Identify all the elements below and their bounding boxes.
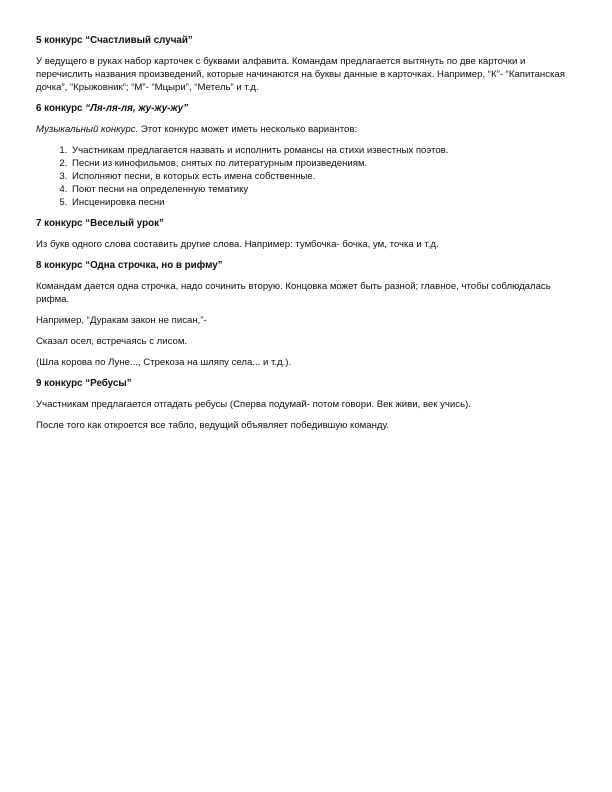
section-8-paragraph-2: Например, “Дуракам закон не писан,”-: [36, 315, 207, 326]
list-item: 4. Поют песни на определенную тематику: [70, 183, 576, 196]
section-8-number: 8 конкурс: [36, 260, 83, 271]
section-5-heading: [36, 34, 576, 47]
section-5-paragraph-1: У ведущего в руках набор карточек с буквами алфавита. Командам предлагается вытянуть по две карточки и перечислить названия произведений, которые начинаются на буквы данные в карточках. Например, “К”- “Капитанская дочка”, “Крыжовник”; “М”- “Мцыри”, “Метель” и т.д.: [36, 56, 565, 93]
section-6-title: “Ля-ля-ля, жу-жу-жу”: [85, 103, 189, 114]
section-8-paragraph-3: Сказал осел, встречаясь с лисом.: [36, 336, 188, 347]
section-5-number: 5 конкурс: [36, 35, 83, 46]
list-item: 5. Инсценировка песни: [70, 196, 576, 209]
section-8-heading: [36, 259, 576, 272]
list-item: 2. Песни из кинофильмов, снятых по литературным произведениям.: [70, 157, 576, 170]
section-7-title: “Веселый урок”: [85, 218, 164, 229]
section-9-heading: [36, 377, 576, 390]
section-8-paragraph-1: Командам дается одна строчка, надо сочинить вторую. Концовка может быть разной; главное, чтобы соблюдалась рифма.: [36, 281, 551, 305]
section-9-paragraph-1: Участникам предлагается отгадать ребусы (Сперва подумай- потом говори. Век живи, век учись).: [36, 399, 471, 410]
section-9-title: “Ребусы”: [85, 378, 132, 389]
section-6-heading: [36, 102, 576, 115]
list-item: 1. Участникам предлагается назвать и исполнить романсы на стихи известных поэтов.: [70, 144, 576, 157]
list-item: 3. Исполняют песни, в которых есть имена собственные.: [70, 170, 576, 183]
document-page: [36, 34, 576, 440]
section-7-paragraph-1: Из букв одного слова составить другие слова. Например: тумбочка- бочка, ум, точка и т.д.: [36, 239, 439, 250]
section-8-title: “Одна строчка, но в рифму”: [85, 260, 223, 271]
section-6-intro-rest: Этот конкурс может иметь несколько вариантов:: [138, 124, 358, 135]
section-6-number: 6 конкурс: [36, 103, 83, 114]
section-5-title: “Счастливый случай”: [85, 35, 193, 46]
section-6-list: [36, 144, 576, 209]
section-7-heading: [36, 217, 576, 230]
section-9-paragraph-2: После того как откроется все табло, ведущий объявляет победившую команду.: [36, 420, 389, 431]
section-7-number: 7 конкурс: [36, 218, 83, 229]
section-8-paragraph-4: (Шла корова по Луне..., Стрекоза на шляпу села... и т.д.).: [36, 357, 292, 368]
section-6-intro-italic: Музыкальный конкурс.: [36, 124, 139, 135]
section-6-intro: [36, 123, 576, 136]
section-9-number: 9 конкурс: [36, 378, 83, 389]
